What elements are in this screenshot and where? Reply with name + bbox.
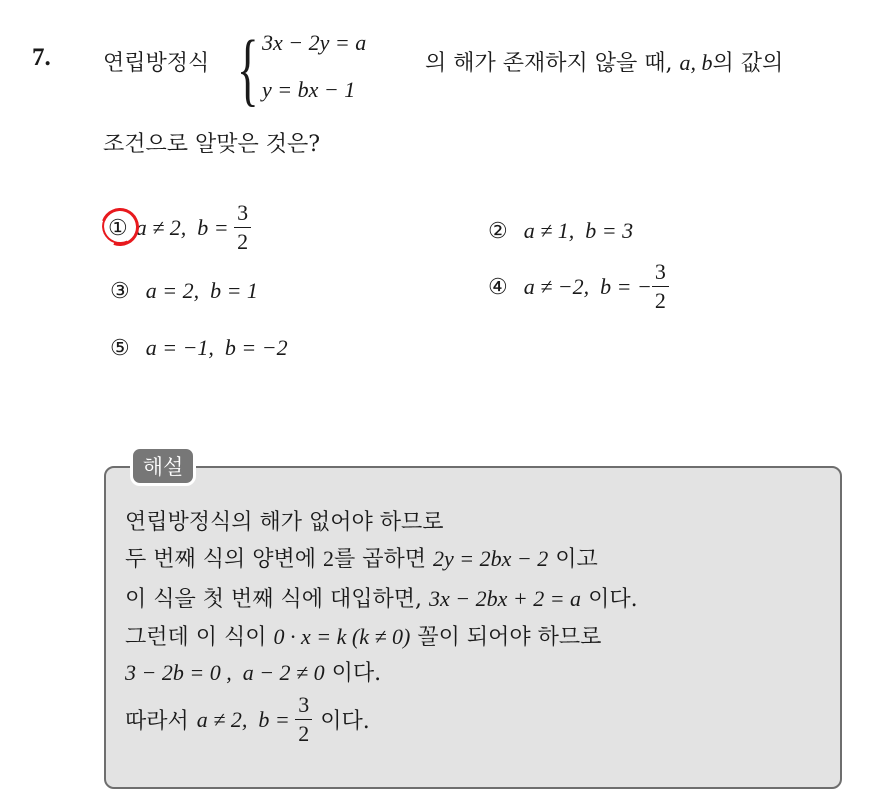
choice-4-denominator: 2 [654,288,666,313]
equation-1: 3x − 2y = a [262,30,367,55]
solution-line-6-text-c: 이다. [320,709,370,734]
solution-line-3 [125,582,638,613]
question-line-2: 조건으로 알맞은 것은? [103,132,321,157]
condition-text: 의 해가 존재하지 않을 때, [425,51,673,76]
choice-1-fraction [234,202,251,253]
solution-line-2 [125,542,598,573]
solution-tab: 해설 [130,446,196,486]
choice-2-expr: a ≠ 1, b = 3 [523,218,634,243]
solution-line-5 [125,656,381,687]
solution-line-3-text-a: 이 식을 첫 번째 식에 대입하면, [125,587,422,612]
solution-line-2-equation: 2y = 2bx − 2 [433,546,549,571]
solution-line-2-text-b: 를 곱하면 [334,547,427,572]
choice-4-expr: a ≠ −2, b = − [523,273,652,299]
solution-line-2-text-a: 두 번째 식의 양변에 [125,547,316,572]
choice-1-numerator: 3 [234,202,251,228]
choice-4[interactable] [488,261,669,312]
system-brace: { [237,23,259,114]
equation-2: y = bx − 1 [262,77,356,102]
choice-1-expr: a ≠ 2, b = [135,214,235,240]
choice-3-marker: ③ [110,278,130,303]
solution-line-6-equation: a ≠ 2, b = [196,706,296,732]
solution-line-2-text-c: 이고 [555,547,598,572]
solution-line-6-numerator: 3 [295,694,312,720]
solution-line-3-equation: 3x − 2bx + 2 = a [428,586,582,611]
solution-line-6-fraction [295,694,312,745]
question-number: 7. [32,44,51,71]
condition-vars: a, b [679,50,713,75]
solution-line-5-text-c: 이다. [331,661,382,686]
choice-4-marker: ④ [488,273,508,299]
choice-5[interactable] [110,335,288,361]
solution-line-6-text-a: 따라서 [125,709,189,734]
choice-3-expr: a = 2, b = 1 [145,278,258,303]
solution-line-4-equation: 0 · x = k (k ≠ 0) [273,624,411,649]
condition-tail: 의 값의 [712,51,784,76]
choice-4-numerator: 3 [652,261,669,287]
choice-1-denominator: 2 [237,229,249,254]
solution-line-4-text-c: 꼴이 되어야 하므로 [417,625,602,650]
choice-5-marker: ⑤ [110,335,130,360]
solution-line-3-text-c: 이다. [588,587,638,612]
question-condition [425,46,783,77]
solution-line-4 [125,620,601,651]
solution-line-6-denominator: 2 [298,721,310,746]
choice-5-expr: a = −1, b = −2 [145,335,288,360]
choice-2[interactable] [488,218,633,244]
solution-line-2-number: 2 [323,546,334,571]
question-intro: 연립방정식 [103,51,210,76]
choice-2-marker: ② [488,218,508,243]
solution-line-4-text-a: 그런데 이 식이 [125,625,267,650]
choice-4-fraction [652,261,669,312]
choice-1-marker: ① [108,214,128,240]
solution-line-6 [125,694,370,745]
choice-3[interactable] [110,278,258,304]
solution-line-1: 연립방정식의 해가 없어야 하므로 [125,510,444,535]
solution-line-5-equation: 3 − 2b = 0 , a − 2 ≠ 0 [125,660,325,685]
